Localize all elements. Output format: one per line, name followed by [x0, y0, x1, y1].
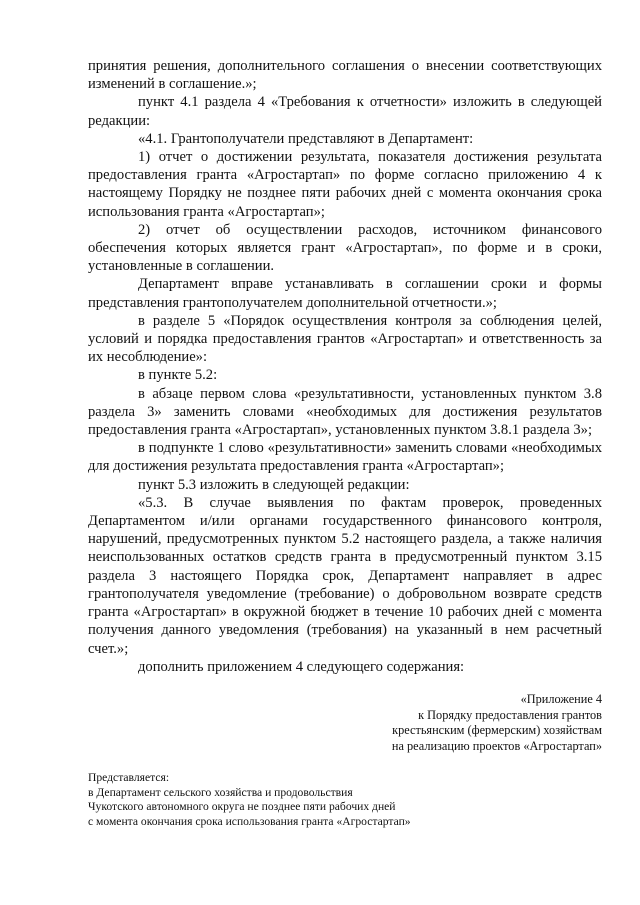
- paragraph-1: принятия решения, дополнительного соглашения о внесении соответствующих изменений в соглашение.»;: [88, 58, 602, 93]
- paragraph-3: «4.1. Грантополучатели представляют в Департамент:: [138, 130, 474, 147]
- paragraph-10: в подпункте 1 слово «результативности» заменить словами «необходимых для достижения результата предоставления гранта «Агростартап»;: [88, 440, 602, 475]
- appendix-title: «Приложение 4: [520, 692, 602, 706]
- paragraph-8: в пункте 5.2:: [138, 367, 218, 384]
- appendix-line: крестьянским (фермерским) хозяйствам: [392, 723, 602, 738]
- submission-note-line: Представляется:: [88, 771, 170, 784]
- appendix-line: к Порядку предоставления грантов: [418, 707, 602, 722]
- appendix-header: [392, 692, 602, 754]
- document-body: [88, 57, 602, 676]
- submission-note-line: Чукотского автономного округа не позднее пяти рабочих дней: [88, 800, 396, 814]
- paragraph-5: 2) отчет об осуществлении расходов, источником финансового обеспечения которых является грант «Агростартап», по форме и в сроки, установленные в соглашении.: [88, 221, 602, 275]
- paragraph-9: в абзаце первом слова «результативности, установленных пунктом 3.8 раздела 3» заменить словами «необходимых для достижения результатов предоставления гранта «Агростартап», установленных пунктом 3.8.1 раздела 3»;: [88, 385, 602, 439]
- paragraph-13: дополнить приложением 4 следующего содержания:: [138, 658, 465, 675]
- submission-note-line: с момента окончания срока использования гранта «Агростартап»: [88, 814, 411, 828]
- paragraph-6: Департамент вправе устанавливать в соглашении сроки и формы представления грантополучателем дополнительной отчетности.»;: [88, 276, 602, 311]
- paragraph-12: «5.3. В случае выявления по фактам проверок, проведенных Департаментом и/или органами государственного финансового контроля, нарушений, предусмотренных пунктом 5.2 настоящего раздела, а также наличия неиспользованных остатков средств гранта в предусмотренный пунктом 3.15 раздела 3 настоящего Порядка срок, Департамент направляет в адрес грантополучателя уведомление (требование) о добровольном возврате средств гранта «Агростартап» в окружной бюджет в течение 10 рабочих дней с момента получения данного уведомления (требования) на указанный в нем расчетный счет.»;: [88, 494, 602, 657]
- paragraph-11: пункт 5.3 изложить в следующей редакции:: [138, 476, 410, 493]
- submission-note: [88, 771, 411, 829]
- paragraph-7: в разделе 5 «Порядок осуществления контроля за соблюдения целей, условий и порядка предоставления грантов «Агростартап» и ответственность за их несоблюдение»:: [88, 312, 602, 366]
- paragraph-4: 1) отчет о достижении результата, показателя достижения результата предоставления гранта «Агростартап» по форме согласно приложению 4 к настоящему Порядку не позднее пяти рабочих дней с момента окончания срока использования гранта «Агростартап»;: [88, 149, 602, 220]
- paragraph-2: пункт 4.1 раздела 4 «Требования к отчетности» изложить в следующей редакции:: [88, 94, 602, 129]
- appendix-line: на реализацию проектов «Агростартап»: [391, 738, 602, 753]
- submission-note-line: в Департамент сельского хозяйства и продовольствия: [88, 785, 353, 799]
